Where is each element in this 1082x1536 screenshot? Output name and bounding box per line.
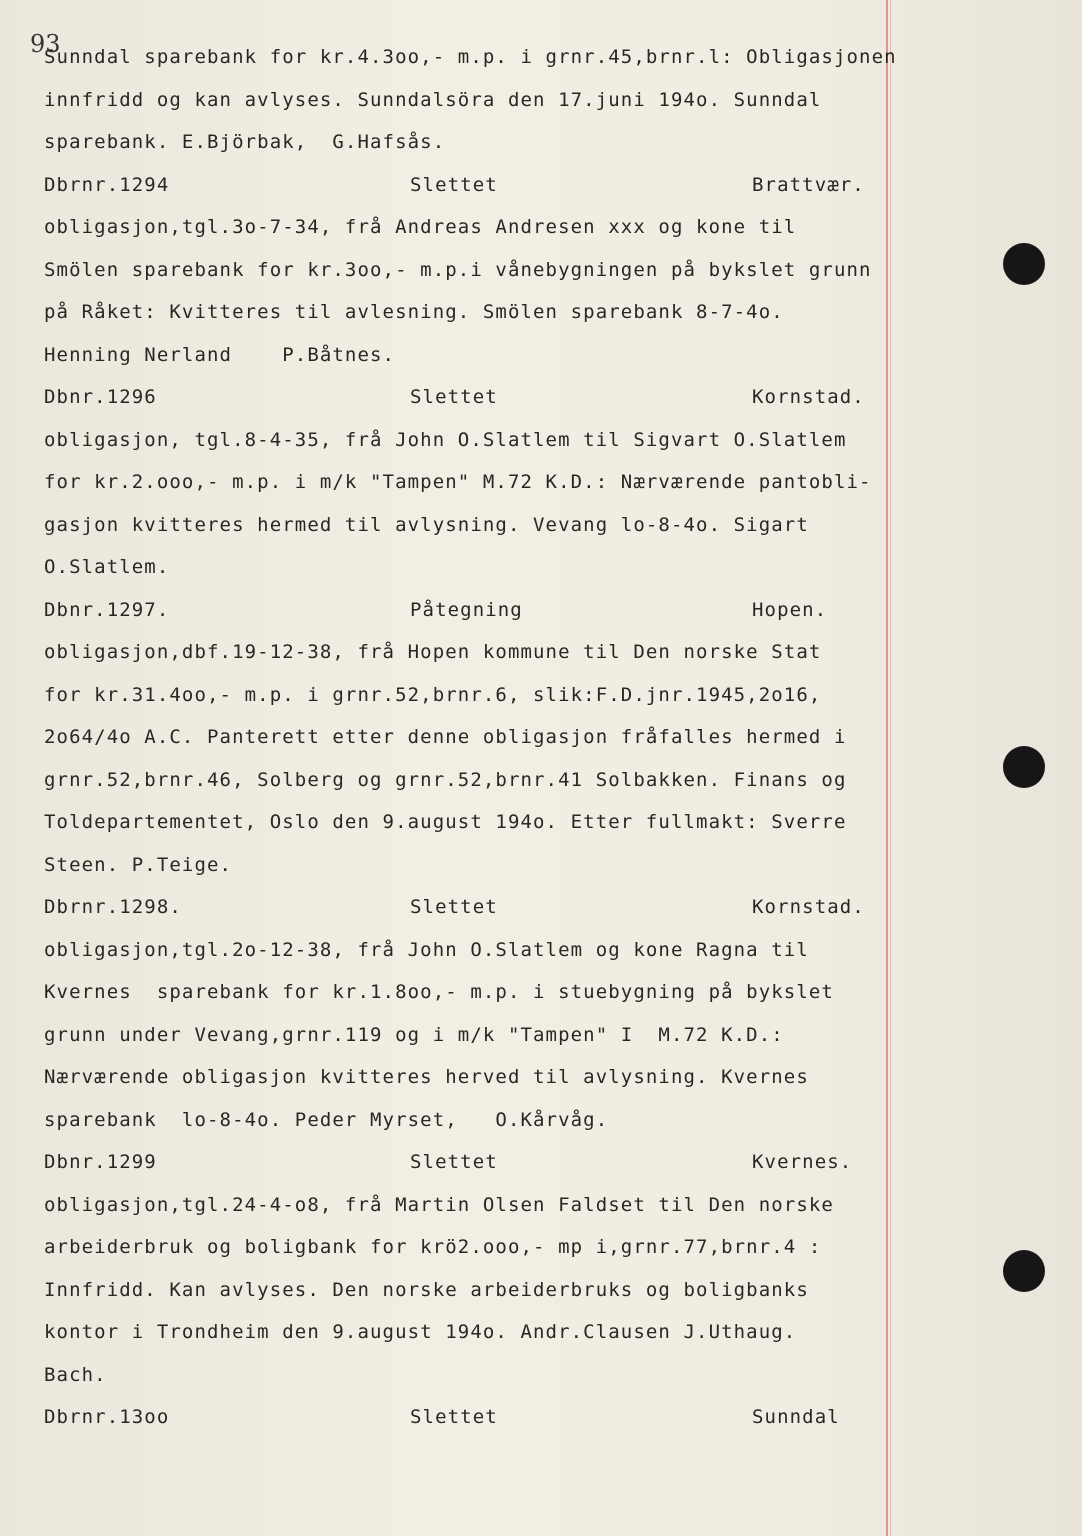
margin-rule xyxy=(886,0,888,1536)
punch-hole xyxy=(1003,243,1045,285)
text-line: Henning Nerland P.Båtnes. xyxy=(44,344,396,366)
entry-number: Dbrnr.13oo xyxy=(44,1406,170,1428)
entry-number: Dbnr.1296 xyxy=(44,386,157,408)
entry-action: Påtegning xyxy=(410,599,523,621)
entry-heading xyxy=(0,1147,880,1177)
text-line: grnr.52,brnr.46, Solberg og grnr.52,brnr.41 Solbakken. Finans og xyxy=(44,769,847,791)
entry-action: Slettet xyxy=(410,1406,498,1428)
punch-hole xyxy=(1003,746,1045,788)
text-line: gasjon kvitteres hermed til avlysning. Vevang lo-8-4o. Sigart xyxy=(44,514,809,536)
entry-heading xyxy=(0,1402,880,1432)
entry-place: Kornstad. xyxy=(752,386,865,408)
text-line: 2o64/4o A.C. Panterett etter denne obligasjon fråfalles hermed i xyxy=(44,726,847,748)
entry-action: Slettet xyxy=(410,1151,498,1173)
text-line: for kr.2.ooo,- m.p. i m/k "Tampen" M.72 K.D.: Nærværende pantobli- xyxy=(44,471,872,493)
text-line: obligasjon,tgl.2o-12-38, frå John O.Slatlem og kone Ragna til xyxy=(44,939,809,961)
entry-action: Slettet xyxy=(410,174,498,196)
text-line: O.Slatlem. xyxy=(44,556,170,578)
text-line: Sunndal sparebank for kr.4.3oo,- m.p. i grnr.45,brnr.l: Obligasjonen xyxy=(44,46,897,68)
entry-heading xyxy=(0,382,880,412)
text-line: Smölen sparebank for kr.3oo,- m.p.i vånebygningen på bykslet grunn xyxy=(44,259,872,281)
entry-heading xyxy=(0,170,880,200)
entry-place: Kornstad. xyxy=(752,896,865,918)
text-line: obligasjon,tgl.24-4-o8, frå Martin Olsen Faldset til Den norske xyxy=(44,1194,834,1216)
entry-place: Hopen. xyxy=(752,599,828,621)
entry-number: Dbrnr.1294 xyxy=(44,174,170,196)
text-line: obligasjon,dbf.19-12-38, frå Hopen kommune til Den norske Stat xyxy=(44,641,822,663)
text-line: innfridd og kan avlyses. Sunndalsöra den 17.juni 194o. Sunndal xyxy=(44,89,822,111)
text-line: obligasjon, tgl.8-4-35, frå John O.Slatlem til Sigvart O.Slatlem xyxy=(44,429,847,451)
text-line: Innfridd. Kan avlyses. Den norske arbeiderbruks og boligbanks xyxy=(44,1279,809,1301)
text-line: Toldepartementet, Oslo den 9.august 194o. Etter fullmakt: Sverre xyxy=(44,811,847,833)
text-line: Bach. xyxy=(44,1364,107,1386)
entry-place: Brattvær. xyxy=(752,174,865,196)
entry-place: Sunndal xyxy=(752,1406,840,1428)
text-line: for kr.31.4oo,- m.p. i grnr.52,brnr.6, slik:F.D.jnr.1945,2o16, xyxy=(44,684,822,706)
entry-number: Dbrnr.1298. xyxy=(44,896,182,918)
text-line: på Råket: Kvitteres til avlesning. Smölen sparebank 8-7-4o. xyxy=(44,301,784,323)
text-line: kontor i Trondheim den 9.august 194o. Andr.Clausen J.Uthaug. xyxy=(44,1321,797,1343)
entry-action: Slettet xyxy=(410,896,498,918)
page-number: 93 xyxy=(30,30,61,58)
entry-heading xyxy=(0,595,880,625)
entry-number: Dbnr.1297. xyxy=(44,599,170,621)
text-line: Kvernes sparebank for kr.1.8oo,- m.p. i stuebygning på bykslet xyxy=(44,981,834,1003)
punch-hole xyxy=(1003,1250,1045,1292)
entry-action: Slettet xyxy=(410,386,498,408)
entry-number: Dbnr.1299 xyxy=(44,1151,157,1173)
entry-place: Kvernes. xyxy=(752,1151,853,1173)
text-line: grunn under Vevang,grnr.119 og i m/k "Tampen" I M.72 K.D.: xyxy=(44,1024,784,1046)
entry-heading xyxy=(0,892,880,922)
margin-rule-shadow xyxy=(890,0,891,1536)
text-line: sparebank lo-8-4o. Peder Myrset, O.Kårvåg. xyxy=(44,1109,609,1131)
text-line: Steen. P.Teige. xyxy=(44,854,233,876)
text-line: Nærværende obligasjon kvitteres herved til avlysning. Kvernes xyxy=(44,1066,809,1088)
text-line: obligasjon,tgl.3o-7-34, frå Andreas Andresen xxx og kone til xyxy=(44,216,797,238)
text-line: sparebank. E.Björbak, G.Hafsås. xyxy=(44,131,446,153)
text-line: arbeiderbruk og boligbank for krö2.ooo,- mp i,grnr.77,brnr.4 : xyxy=(44,1236,822,1258)
